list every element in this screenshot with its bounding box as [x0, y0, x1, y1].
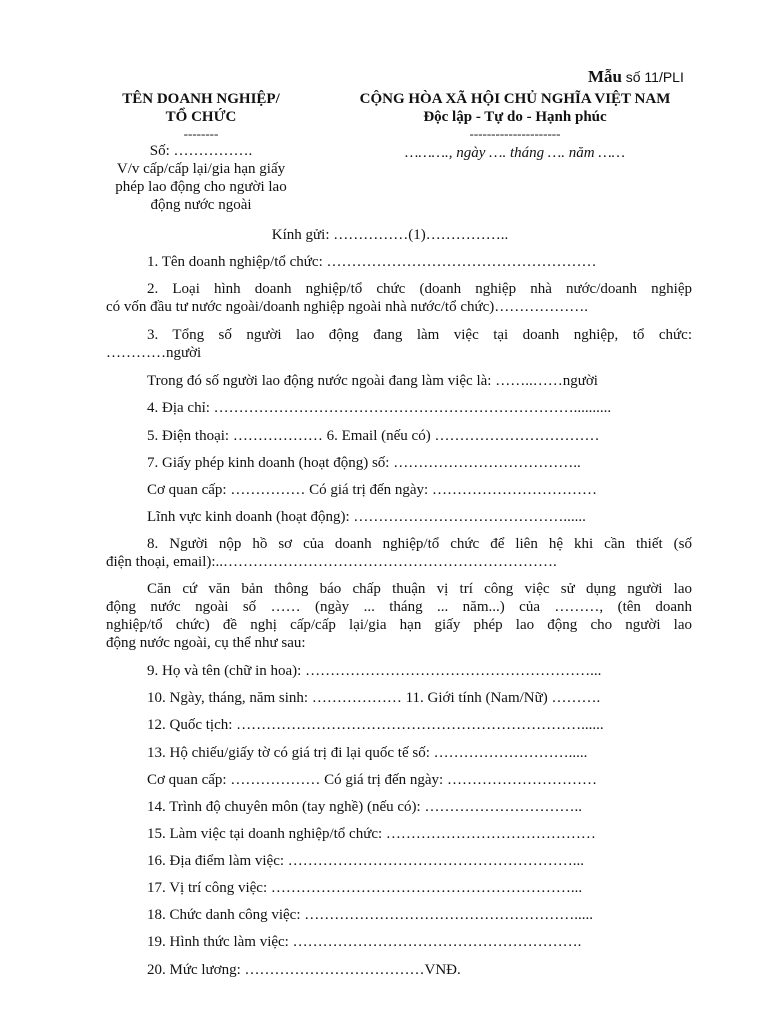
field-16-work-location: 16. Địa điểm làm việc: …………………………………………………... — [147, 853, 585, 869]
field-1-company-name: 1. Tên doanh nghiệp/tổ chức: ……………………………………………… — [147, 254, 597, 270]
basis-line1: Căn cứ văn bản thông báo chấp thuận vị trí công việc sử dụng người lao — [147, 581, 692, 597]
basis-line4: động nước ngoài, cụ thể như sau: — [106, 635, 306, 651]
field-18-job-title: 18. Chức danh công việc: ………………………………………………..... — [147, 907, 594, 923]
org-name-line2: TỔ CHỨC — [165, 109, 237, 125]
nation-motto: Độc lập - Tự do - Hạnh phúc — [423, 109, 607, 125]
field-10-11-birth-gender: 10. Ngày, tháng, năm sinh: ……………… 11. Giới tính (Nam/Nữ) ………. — [147, 690, 601, 706]
field-7-license: 7. Giấy phép kinh doanh (hoạt động) số: ……………………………….. — [147, 455, 581, 471]
field-3-line2: …………người — [106, 345, 202, 361]
form-number-suffix: số 11/PLI — [625, 69, 684, 85]
field-19-work-form: 19. Hình thức làm việc: …………………………………………………. — [147, 934, 582, 950]
field-20-salary: 20. Mức lương: ………………………………VNĐ. — [147, 962, 461, 978]
nation-title: CỘNG HÒA XÃ HỘI CHỦ NGHĨA VIỆT NAM — [359, 91, 671, 107]
recipient-line: Kính gửi: ……………(1)…………….. — [271, 227, 509, 243]
date-line: ………., ngày …. tháng …. năm …… — [404, 145, 626, 161]
form-number — [588, 67, 684, 88]
form-number-prefix: Mẫu — [588, 67, 622, 86]
field-8-line2: điện thoại, email):..…………………………………………………………. — [106, 554, 557, 570]
field-9-full-name: 9. Họ và tên (chữ in hoa): …………………………………………………... — [147, 663, 602, 679]
org-name-line1: TÊN DOANH NGHIỆP/ — [122, 91, 280, 107]
basis-line2: động nước ngoài số …… (ngày ... tháng ... năm...) của ………, (tên doanh — [106, 599, 692, 615]
nation-dashes: --------------------- — [469, 126, 561, 141]
field-13-issuer: Cơ quan cấp: ……………… Có giá trị đến ngày: ………………………… — [147, 772, 597, 788]
field-8-line1: 8. Người nộp hồ sơ của doanh nghiệp/tổ chức để liên hệ khi cần thiết (số — [147, 536, 692, 552]
field-2-line2: có vốn đầu tư nước ngoài/doanh nghiệp ngoài nhà nước/tổ chức)………………. — [106, 299, 589, 315]
field-12-nationality: 12. Quốc tịch: ……………………………………………………………...... — [147, 717, 604, 733]
field-3-line1: 3. Tổng số người lao động đang làm việc tại doanh nghiệp, tổ chức: — [147, 327, 692, 343]
org-dashes: -------- — [183, 126, 219, 141]
document-number: Số: ……………. — [149, 143, 253, 159]
field-14-qualification: 14. Trình độ chuyên môn (tay nghề) (nếu có): ………………………….. — [147, 799, 582, 815]
field-5-6-phone-email: 5. Điện thoại: ……………… 6. Email (nếu có) …………………………… — [147, 428, 600, 444]
subject-line2: phép lao động cho người lao — [115, 179, 287, 195]
field-2-line1: 2. Loại hình doanh nghiệp/tổ chức (doanh nghiệp nhà nước/doanh nghiệp — [147, 281, 692, 297]
basis-line3: nghiệp/tổ chức) đề nghị cấp/cấp lại/gia hạn giấy phép lao động cho người lao — [106, 617, 692, 633]
field-7-issuer: Cơ quan cấp: …………… Có giá trị đến ngày: …………………………… — [147, 482, 597, 498]
field-4-address: 4. Địa chỉ: ……………………………………………………………….......... — [147, 400, 612, 416]
subject-line3: động nước ngoài — [150, 197, 252, 213]
subject-line1: V/v cấp/cấp lại/gia hạn giấy — [116, 161, 286, 177]
field-7-business-field: Lĩnh vực kinh doanh (hoạt động): ……………………………………...... — [147, 509, 586, 525]
field-13-passport: 13. Hộ chiếu/giấy tờ có giá trị đi lại quốc tế số: ………………………..... — [147, 745, 588, 761]
field-17-job-position: 17. Vị trí công việc: ……………………………………………………... — [147, 880, 583, 896]
field-15-workplace-org: 15. Làm việc tại doanh nghiệp/tổ chức: …………………………………… — [147, 826, 596, 842]
field-3-foreign-workers: Trong đó số người lao động nước ngoài đang làm việc là: ……..……người — [147, 373, 598, 389]
